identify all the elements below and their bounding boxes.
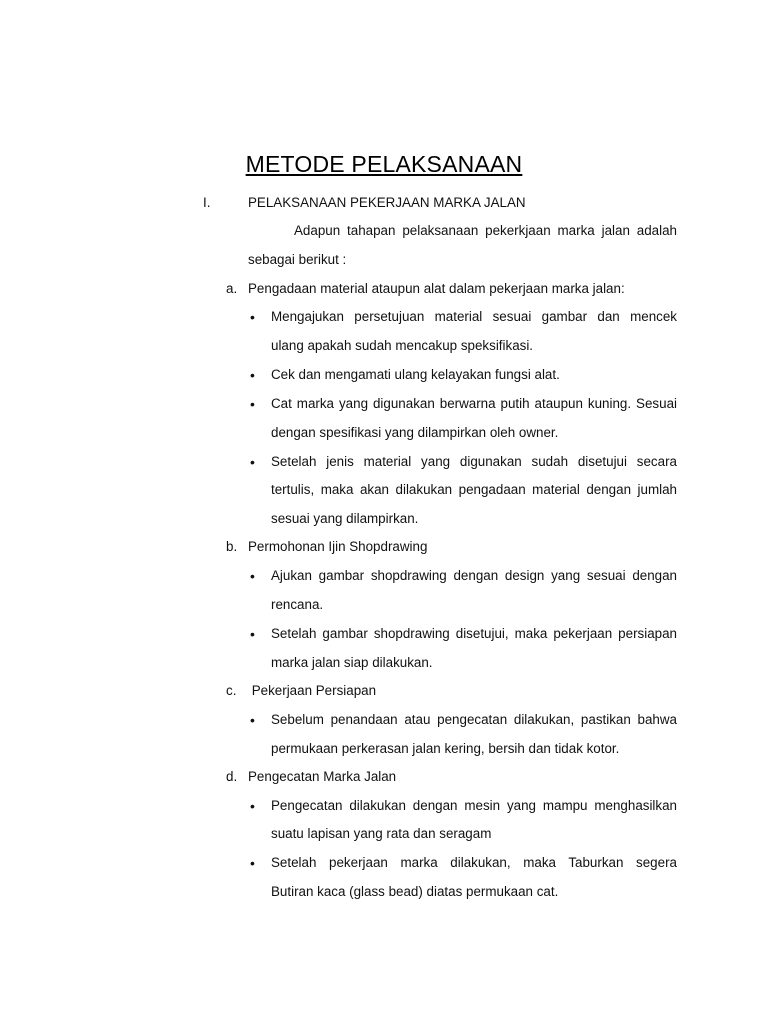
bullet-icon: • xyxy=(250,309,255,325)
item-d-bullet-1-line-2: suatu lapisan yang rata dan seragam xyxy=(271,826,492,841)
item-a-bullet-4-line-3: sesuai yang dilampirkan. xyxy=(271,511,419,526)
item-c-heading: Pekerjaan Persiapan xyxy=(248,683,377,698)
item-a-marker: a. xyxy=(226,281,238,296)
item-a-bullet-1-line-2: ulang apakah sudah mencakup speksifikasi. xyxy=(271,338,534,353)
bullet-icon: • xyxy=(250,855,255,871)
bullet-icon: • xyxy=(250,626,255,642)
bullet-icon: • xyxy=(250,712,255,728)
item-d-bullet-2-line-2: Butiran kaca (glass bead) diatas permukaan cat. xyxy=(271,884,559,899)
item-b-bullet-1-line-2: rencana. xyxy=(271,597,324,612)
item-d-bullet-2-line-1: Setelah pekerjaan marka dilakukan, maka Taburkan segera xyxy=(271,855,677,870)
item-b-bullet-2-line-1: Setelah gambar shopdrawing disetujui, maka pekerjaan persiapan xyxy=(271,626,677,641)
item-a-bullet-4-line-2: tertulis, maka akan dilakukan pengadaan material dengan jumlah xyxy=(271,482,677,497)
item-d-bullet-1-line-1: Pengecatan dilakukan dengan mesin yang mampu menghasilkan xyxy=(271,798,677,813)
item-c-bullet-1-line-1: Sebelum penandaan atau pengecatan dilakukan, pastikan bahwa xyxy=(271,712,677,727)
item-a-bullet-1-line-1: Mengajukan persetujuan material sesuai gambar dan mencek xyxy=(271,309,677,324)
item-b-heading: Permohonan Ijin Shopdrawing xyxy=(248,539,428,554)
item-a-bullet-3-line-1: Cat marka yang digunakan berwarna putih ataupun kuning. Sesuai xyxy=(271,396,677,411)
item-b-bullet-2-line-2: marka jalan siap dilakukan. xyxy=(271,655,433,670)
item-a-bullet-3-line-2: dengan spesifikasi yang dilampirkan oleh owner. xyxy=(271,425,559,440)
item-d-heading: Pengecatan Marka Jalan xyxy=(248,769,397,784)
item-a-heading: Pengadaan material ataupun alat dalam pekerjaan marka jalan: xyxy=(248,281,625,296)
item-d-marker: d. xyxy=(226,769,238,784)
item-c-bullet-1-line-2: permukaan perkerasan jalan kering, bersih dan tidak kotor. xyxy=(271,741,620,756)
intro-paragraph-line-1: Adapun tahapan pelaksanaan pekerkjaan marka jalan adalah xyxy=(294,223,677,238)
section-heading: PELAKSANAAN PEKERJAAN MARKA JALAN xyxy=(248,195,526,210)
page-title: METODE PELAKSANAAN xyxy=(245,151,523,177)
item-c-marker: c. xyxy=(226,683,237,698)
item-b-bullet-1-line-1: Ajukan gambar shopdrawing dengan design yang sesuai dengan xyxy=(271,568,677,583)
item-b-marker: b. xyxy=(226,539,238,554)
item-a-bullet-2-line-1: Cek dan mengamati ulang kelayakan fungsi alat. xyxy=(271,367,560,382)
bullet-icon: • xyxy=(250,568,255,584)
bullet-icon: • xyxy=(250,396,255,412)
section-marker: I. xyxy=(203,195,211,210)
bullet-icon: • xyxy=(250,454,255,470)
bullet-icon: • xyxy=(250,798,255,814)
item-a-bullet-4-line-1: Setelah jenis material yang digunakan sudah disetujui secara xyxy=(271,454,677,469)
bullet-icon: • xyxy=(250,367,255,383)
intro-paragraph-line-2: sebagai berikut : xyxy=(248,252,347,267)
